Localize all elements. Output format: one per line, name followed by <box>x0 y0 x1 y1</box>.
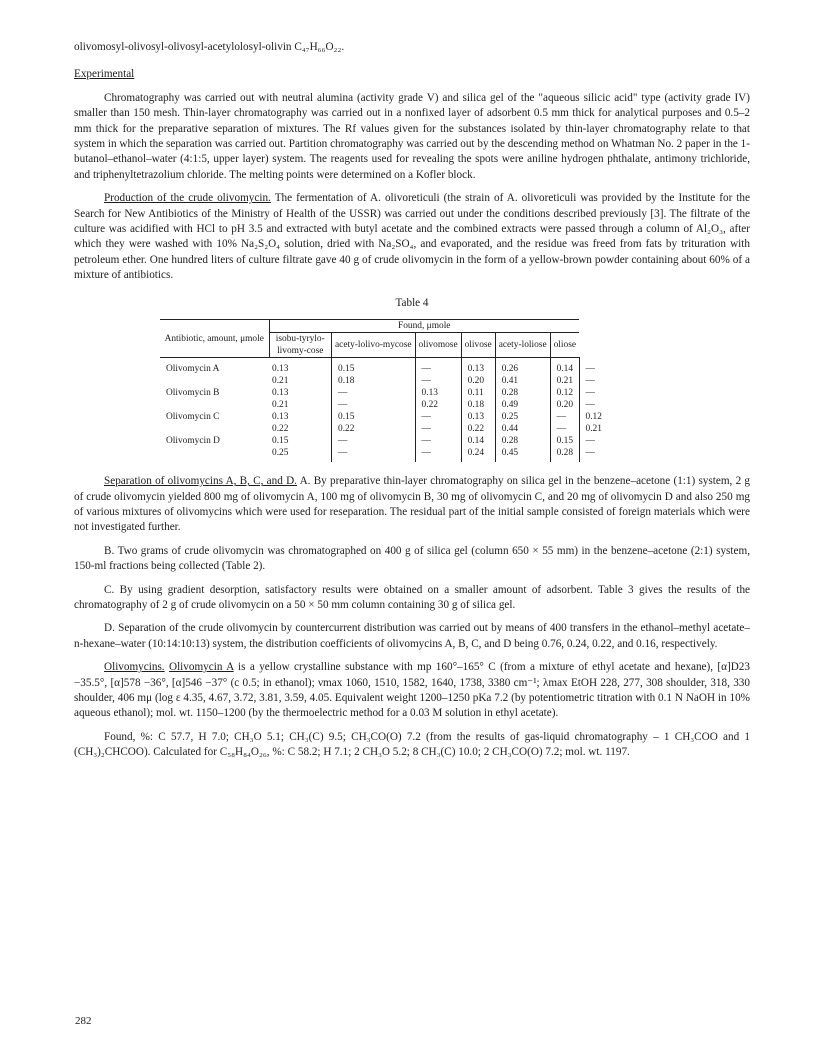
paragraph-olivomycin-a <box>74 660 750 722</box>
section-heading-experimental: Experimental <box>74 68 135 81</box>
table-cell-antibiotic <box>160 447 269 462</box>
table-cell-value: — <box>415 423 461 435</box>
table-cell-value: 0.25 <box>495 411 550 423</box>
table-header-col: oliose <box>550 333 579 358</box>
table-cell-amount: 0.13 <box>269 387 332 399</box>
table-cell-value: — <box>585 388 595 399</box>
paragraph-b: B. Two grams of crude olivomycin was chromatographed on 400 g of silica gel (column 650 × 55 mm) in the benzene–acetone (2:1) system, 150-ml fractions being collected (Table 2). <box>74 544 750 573</box>
paragraph-chromatography: Chromatography was carried out with neutral alumina (activity grade V) and silica gel of the "aqueous silicic acid" type (activity grade IV) smaller than 150 mesh. Thin-layer chromatography was carried out in a nonfixed layer of adsorbent 0.5 mm thick for analytical purposes and 0.5–2 mm thick for the preparative separation of mixtures. The Rf values given for the substances isolated by thin-layer chromatography relate to that system in which the separation was carried out. Partition chromatography was carried out by the descending method on Whatman No. 2 paper in the 1-butanol–ethanol–water (4:1:5, upper layer) system. The reagents used for revealing the spots were aniline hydrogen phthalate, antimony trichloride, and triphenyltetrazolium chloride. The melting points were determined on a Kofler block. <box>74 91 750 181</box>
production-heading: Production of the crude olivomycin. <box>104 192 271 205</box>
table-cell-value: 0.20 <box>550 399 579 411</box>
table-cell-antibiotic: Olivomycin A <box>166 364 220 375</box>
table-cell-value: 0.22 <box>332 423 416 435</box>
table-cell-value: — <box>550 411 579 423</box>
table-header-col: olivomose <box>415 333 461 358</box>
separation-a-text: A. By preparative thin-layer chromatography on silica gel in the benzene–acetone (1:1) system, 2 g of crude olivomycin yielded 800 mg of olivomycin A, 100 mg of olivomycin B, 30 mg of olivomycin C, and 20 mg of olivomycin D and also 250 mg of various mixtures of olivomycins which were used for reseparation. The residual part of the initial sample consisted of foreign materials which were not investigated further. <box>74 475 750 534</box>
table-header-antibiotic: Antibiotic, amount, μmole <box>160 320 269 358</box>
table-cell-value: 0.14 <box>550 358 579 376</box>
table-cell-value: — <box>332 435 416 447</box>
table-row <box>160 447 605 462</box>
table-cell-value: 0.15 <box>332 358 416 376</box>
table-row <box>160 435 605 447</box>
paragraph-production <box>74 191 750 283</box>
paper-page <box>74 40 750 761</box>
table-row <box>160 399 605 411</box>
header-line: olivomosyl-olivosyl-olivosyl-acetylolosyl-olivin C₄₇H₆₆O₂₂. <box>74 41 345 53</box>
table-cell-value: 0.26 <box>495 358 550 376</box>
paragraph-separation-a <box>74 474 750 536</box>
table-cell-value: 0.18 <box>332 375 416 387</box>
table-cell-value: 0.21 <box>550 375 579 387</box>
paragraph-d: D. Separation of the crude olivomycin by countercurrent distribution was carried out by means of 400 transfers in the ethanol–methyl acetate–n-hexane–water (10:14:10:13) system, the distribution coefficients of olivomycins A, B, C, and D being 0.76, 0.24, 0.22, and 0.16, respectively. <box>74 622 750 650</box>
table-cell-value: — <box>585 376 595 387</box>
table-cell-amount: 0.15 <box>269 435 332 447</box>
table-4 <box>160 319 605 462</box>
table-cell-value: — <box>415 375 461 387</box>
table-cell-antibiotic <box>160 399 269 411</box>
table-cell-amount: 0.13 <box>269 411 332 423</box>
table-cell-value: 0.24 <box>461 447 495 462</box>
table-cell-value: — <box>585 436 595 447</box>
table-cell-value: 0.12 <box>550 387 579 399</box>
table-cell-value: 0.13 <box>415 387 461 399</box>
table-cell-value: — <box>332 387 416 399</box>
table-cell-amount: 0.22 <box>269 423 332 435</box>
table-cell-antibiotic <box>160 375 269 387</box>
table-cell-value: 0.13 <box>461 411 495 423</box>
table-cell-value: 0.22 <box>415 399 461 411</box>
table-cell-antibiotic: Olivomycin B <box>166 388 220 399</box>
table-cell-value: — <box>550 423 579 435</box>
olivomycins-heading: Olivomycins. <box>104 661 165 674</box>
table-cell-value: — <box>415 411 461 423</box>
table-cell-value: — <box>585 400 595 411</box>
table-cell-antibiotic: Olivomycin D <box>166 436 220 447</box>
table-cell-value: — <box>415 435 461 447</box>
table-cell-value: 0.49 <box>495 399 550 411</box>
table-cell-value: 0.21 <box>585 424 602 435</box>
table-header-col: isobu-tyrylo-livomy-cose <box>269 333 332 358</box>
table-header-found: Found, μmole <box>269 320 579 333</box>
table-cell-value: 0.41 <box>495 375 550 387</box>
table-cell-value: — <box>415 447 461 462</box>
table-cell-value: 0.45 <box>495 447 550 462</box>
table-cell-value: 0.28 <box>495 387 550 399</box>
table-title: Table 4 <box>395 296 429 309</box>
separation-heading: Separation of olivomycins A, B, C, and D. <box>104 475 297 488</box>
table-cell-value: 0.20 <box>461 375 495 387</box>
table-cell-value: 0.15 <box>332 411 416 423</box>
table-cell-value: — <box>332 447 416 462</box>
table-cell-amount: 0.25 <box>269 447 332 462</box>
page-number: 282 <box>75 1015 92 1027</box>
table-cell-amount: 0.21 <box>269 399 332 411</box>
table-cell-value: 0.14 <box>461 435 495 447</box>
production-text: The fermentation of A. olivoreticuli (the strain of A. olivoreticuli was provided by the Institute for the Search for New Antibiotics of the Ministry of Health of the USSR) was carried out under the conditions described previously [3]. The filtrate of the culture was acidified with HCl to pH 3.5 and extracted with butyl acetate and the combined extracts were passed through a column of Al₂O₃, after which they were washed with 10% Na₂S₂O₄ solution, dried with Na₂SO₄, and evaporated, and the residue was freed from fats by trituration with petroleum ether. One hundred liters of culture filtrate gave 40 g of crude olivomycin in the form of a yellow-brown powder containing about 60% of a mixture of antibiotics. <box>74 192 750 282</box>
table-cell-value: 0.12 <box>585 412 602 423</box>
table-row <box>160 358 605 376</box>
table-cell-antibiotic: Olivomycin C <box>166 412 220 423</box>
table-cell-value: 0.18 <box>461 399 495 411</box>
table-cell-value: — <box>585 363 595 374</box>
olivomycin-a-text: is a yellow crystalline substance with mp 160°–165° C (from a mixture of ethyl acetate and hexane), [α]D23 −35.5°, [α]578 −36°, [α]546 −37° (c 0.5; in ethanol); νmax 1060, 1510, 1582, 1640, 1738, 3380 cm⁻¹; λmax EtOH 228, 277, 308 shoulder, 318, 330 shoulder, 406 mμ (log ε 4.35, 4.67, 3.72, 3.81, 3.59, 4.05. Equivalent weight 1200–1250 pKa 7.2 (by potentiometric titration with 0.1 N NaOH in 10% aqueous ethanol); mol. wt. 1150–1200 (by the thermoelectric method for a 0.03 M solution in ethyl acetate). <box>74 661 750 720</box>
table-cell-value: 0.28 <box>495 435 550 447</box>
table-cell-value: — <box>585 448 595 459</box>
table-cell-amount: 0.21 <box>269 375 332 387</box>
table-row <box>160 387 605 399</box>
table-cell-value: 0.13 <box>461 358 495 376</box>
table-header-col: acety-loliose <box>495 333 550 358</box>
table-cell-antibiotic <box>160 423 269 435</box>
table-cell-value: — <box>415 358 461 376</box>
table-row <box>160 375 605 387</box>
table-cell-amount: 0.13 <box>269 358 332 376</box>
olivomycin-a-heading: Olivomycin A <box>168 661 234 674</box>
table-cell-value: 0.28 <box>550 447 579 462</box>
table-cell-value: 0.22 <box>461 423 495 435</box>
table-header-col: acety-lolivo-mycose <box>332 333 416 358</box>
paragraph-found: Found, %: C 57.7, H 7.0; CH₃O 5.1; CH₃(C) 9.5; CH₃CO(O) 7.2 (from the results of gas-liquid chromatography – 1 CH₃COO and 1 (CH₃)₂CHCOO). Calculated for C₅₈H₈₄O₂₆, %: C 58.2; H 7.1; 2 CH₃O 5.2; 8 CH₃(C) 10.0; 2 CH₃CO(O) 7.2; mol. wt. 1197. <box>74 730 750 759</box>
paragraph-c: C. By using gradient desorption, satisfactory results were obtained on a smaller amount of adsorbent. Table 3 gives the results of the chromatography of 2 g of crude olivomycin on a 50 × 50 mm column containing 30 g of silica gel. <box>74 583 750 611</box>
table-cell-value: 0.11 <box>461 387 495 399</box>
table-row <box>160 423 605 435</box>
table-cell-value: 0.44 <box>495 423 550 435</box>
table-cell-value: — <box>332 399 416 411</box>
table-header-col: olivose <box>461 333 495 358</box>
table-cell-value: 0.15 <box>550 435 579 447</box>
table-body <box>160 358 605 463</box>
table-row <box>160 411 605 423</box>
